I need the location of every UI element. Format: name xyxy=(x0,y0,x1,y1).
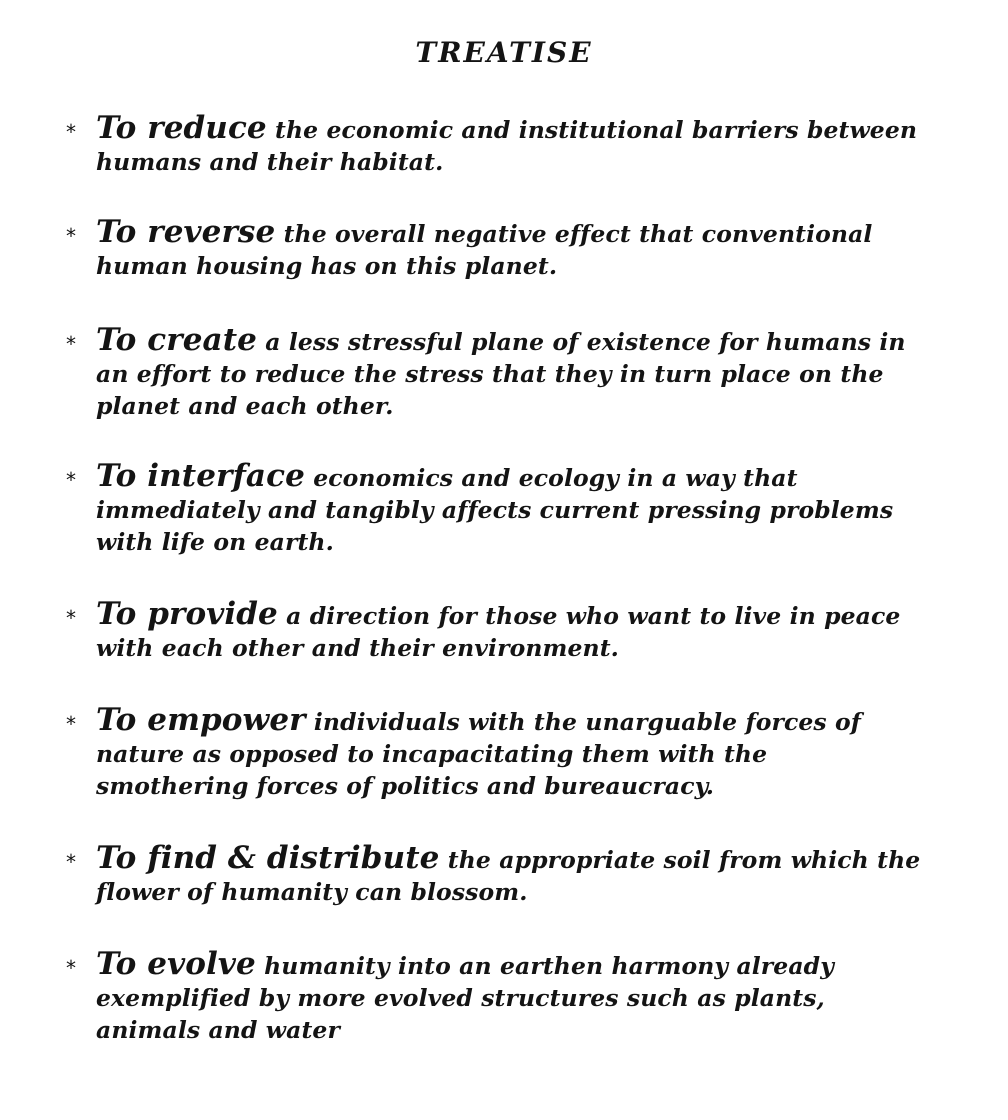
item-line: the overall negative effect that conventional xyxy=(275,220,873,248)
treatise-item-2 xyxy=(66,216,946,282)
item-line: with life on earth. xyxy=(96,528,334,556)
item-line: the appropriate soil from which the xyxy=(439,846,921,874)
item-line: a direction for those who want to live in peace xyxy=(277,602,901,630)
asterisk-bullet-icon: * xyxy=(66,712,76,736)
item-line: humanity into an earthen harmony already xyxy=(255,952,834,980)
item-line: planet and each other. xyxy=(96,392,394,420)
asterisk-bullet-icon: * xyxy=(66,332,76,356)
item-line: exemplified by more evolved structures such as plants, xyxy=(96,984,825,1012)
item-line: nature as opposed to incapacitating them with the xyxy=(96,740,768,768)
asterisk-bullet-icon: * xyxy=(66,956,76,980)
item-line: humans and their habitat. xyxy=(96,148,444,176)
item-lead: To provide xyxy=(96,596,278,632)
item-line: the economic and institutional barriers between xyxy=(266,116,918,144)
treatise-item-4 xyxy=(66,460,946,558)
treatise-item-6 xyxy=(66,704,946,802)
treatise-item-8 xyxy=(66,948,946,1046)
item-line: individuals with the unarguable forces of xyxy=(305,708,862,736)
item-line: a less stressful plane of existence for humans in xyxy=(256,328,906,356)
item-lead: To empower xyxy=(96,702,306,738)
item-lead: To reverse xyxy=(96,214,276,250)
asterisk-bullet-icon: * xyxy=(66,850,76,874)
item-line: human housing has on this planet. xyxy=(96,252,558,280)
item-line: smothering forces of politics and bureaucracy. xyxy=(96,772,714,800)
item-line: an effort to reduce the stress that they in turn place on the xyxy=(96,360,884,388)
treatise-item-1 xyxy=(66,112,946,178)
treatise-item-3 xyxy=(66,324,946,422)
asterisk-bullet-icon: * xyxy=(66,120,76,144)
item-line: with each other and their environment. xyxy=(96,634,619,662)
asterisk-bullet-icon: * xyxy=(66,606,76,630)
item-line: economics and ecology in a way that xyxy=(304,464,798,492)
item-lead: To interface xyxy=(96,458,305,494)
asterisk-bullet-icon: * xyxy=(66,224,76,248)
item-lead: To create xyxy=(96,322,257,358)
asterisk-bullet-icon: * xyxy=(66,468,76,492)
item-lead: To reduce xyxy=(96,110,267,146)
item-lead: To evolve xyxy=(96,946,256,982)
item-line: immediately and tangibly affects current pressing problems xyxy=(96,496,894,524)
treatise-item-7 xyxy=(66,842,946,908)
item-lead: To find & distribute xyxy=(96,840,440,876)
item-line: flower of humanity can blossom. xyxy=(96,878,528,906)
item-line: animals and water xyxy=(96,1016,340,1044)
document-title: TREATISE xyxy=(415,36,593,69)
treatise-item-5 xyxy=(66,598,946,664)
